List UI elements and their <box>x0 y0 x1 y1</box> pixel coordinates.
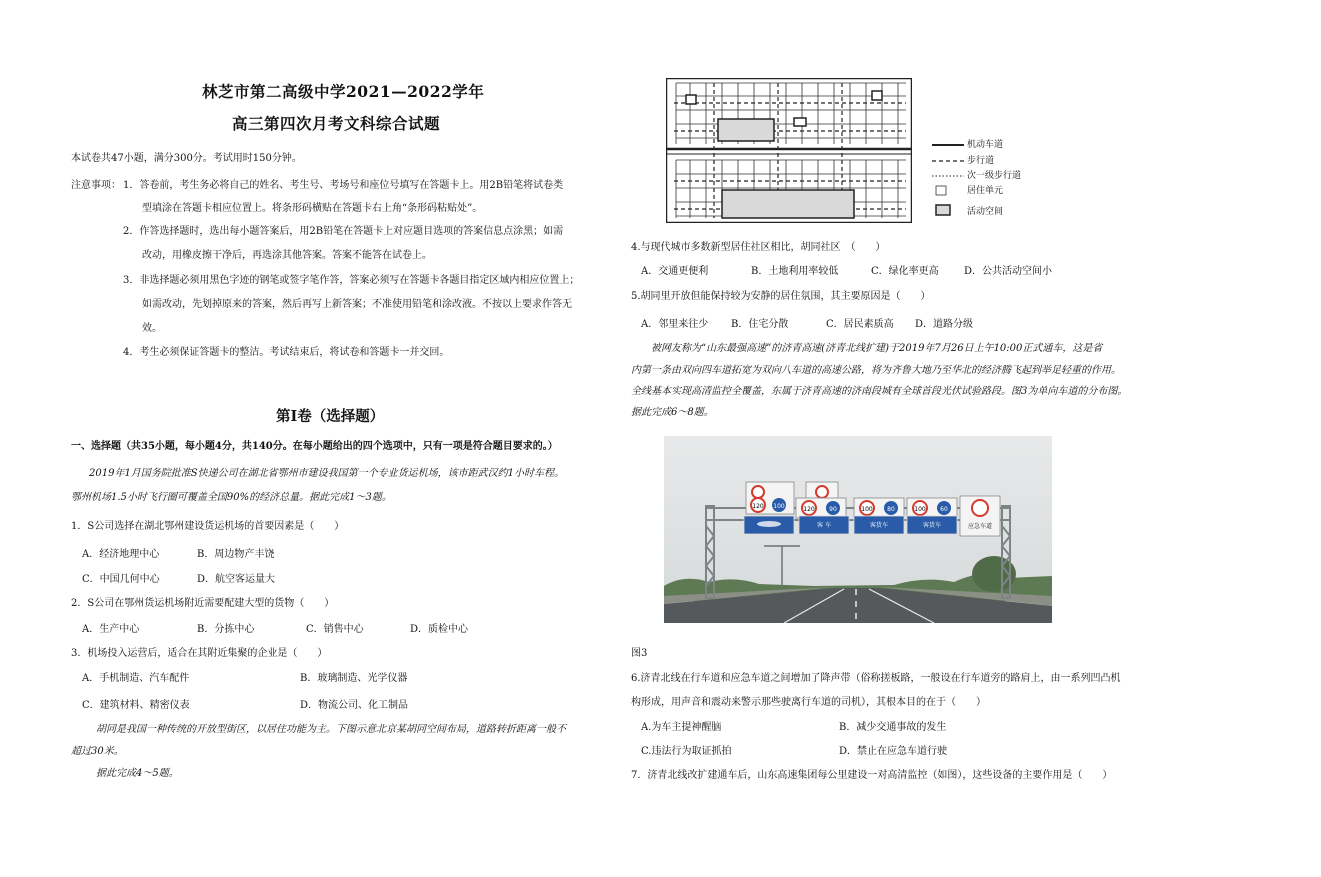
q2-option-d: D．质检中心 <box>410 624 469 635</box>
q4-option-a: A．交通更便利 <box>641 266 709 277</box>
legend-activity-label: 活动空间 <box>967 207 1004 217</box>
q3-option-b: B．玻璃制造、光学仪器 <box>300 673 408 684</box>
notes-label: 注意事项： <box>71 180 121 191</box>
q1-option-a: A．经济地理中心 <box>82 549 160 560</box>
exam-title-line2: 高三第四次月考文科综合试题 <box>232 114 441 133</box>
speed-limit-120-top: 120 <box>752 503 764 510</box>
legend-motorway-label: 机动车道 <box>967 140 1004 150</box>
note-2-line-b: 改动，用橡皮擦干净后，再选涂其他答案。答案不能答在试卷上。 <box>142 250 432 261</box>
q1-option-c: C．中国几何中心 <box>82 574 160 585</box>
note-3-line-c: 效。 <box>142 323 162 334</box>
passage2-line1: 胡同是我国一种传统的开放型街区，以居住功能为主。下图示意北京某胡同空间布局，道路转折距离一般不 <box>96 724 566 735</box>
q1-option-b: B．周边物产丰饶 <box>197 549 275 560</box>
note-3-line-a: 3．非选择题必须用黑色字迹的钢笔或签字笔作答，答案必须写在答题卡各题目指定区域内相应位置上； <box>123 275 580 286</box>
q4-option-c: C．绿化率更高 <box>871 266 939 277</box>
legend-walkway-label: 步行道 <box>967 156 995 166</box>
q6-option-d: D．禁止在应急车道行驶 <box>839 746 948 757</box>
legend-residence-label: 居住单元 <box>967 186 1004 196</box>
passage2-line2: 超过30米。 <box>71 746 124 757</box>
q7-stem: 7．济青北线改扩建通车后，山东高速集团每公里建设一对高清监控（如图），这些设备的主要作用是（ ） <box>631 770 1113 781</box>
note-2-line-a: 2．作答选择题时，选出每小题答案后，用2B铅笔在答题卡上对应题目选项的答案信息点涂黑；如需 <box>123 226 564 237</box>
exam-summary: 本试卷共47小题，满分300分。考试用时150分钟。 <box>71 153 302 164</box>
q5-option-a: A．邻里来往少 <box>641 319 709 330</box>
speed-limit-lane3: 100 <box>914 506 926 513</box>
q4-option-d: D．公共活动空间小 <box>964 266 1053 277</box>
q5-option-d: D．道路分级 <box>915 319 974 330</box>
map-legend-symbols <box>930 140 966 220</box>
q3-option-c: C．建筑材料、精密仪表 <box>82 700 190 711</box>
q6-option-c: C.违法行为取证抓拍 <box>641 746 732 757</box>
q1-option-d: D．航空客运量大 <box>197 574 276 585</box>
q2-option-b: B．分拣中心 <box>197 624 255 635</box>
q2-stem: 2．S公司在鄂州货运机场附近需要配建大型的货物（ ） <box>71 598 335 609</box>
passage1-line2: 鄂州机场1.5小时飞行圈可覆盖全国90%的经济总量。据此完成1～3题。 <box>71 492 392 503</box>
passage3-line1: 被网友称为“山东最强高速”的济青高速(济青北线扩建)于2019年7月26日上午10:00正式通车，这是省 <box>651 343 1103 354</box>
part1-heading: 第Ⅰ卷（选择题） <box>276 408 385 425</box>
q6-stem-line-a: 6.济青北线在行车道和应急车道之间增加了降声带（俗称搓板路，一般设在行车道旁的路肩上，由一系列凹凸机 <box>631 673 1121 684</box>
speed-min-lane3: 60 <box>940 506 948 513</box>
q4-option-b: B．土地利用率较低 <box>751 266 839 277</box>
q5-option-c: C．居民素质高 <box>826 319 894 330</box>
lane-sign-passenger: 客 车 <box>817 522 831 529</box>
q6-stem-line-b: 构形成，用声音和震动来警示那些驶离行车道的司机），其根本目的在于（ ） <box>631 697 986 708</box>
lane-sign-mixed-1: 客货车 <box>869 522 889 529</box>
note-4: 4．考生必须保证答题卡的整洁。考试结束后，将试卷和答题卡一并交回。 <box>123 347 450 358</box>
q6-option-a: A.为车主提神醒脑 <box>641 722 722 733</box>
note-1-line-b: 型填涂在答题卡相应位置上。将条形码横贴在答题卡右上角“条形码粘贴处”。 <box>142 203 483 214</box>
q3-option-d: D．物流公司、化工制品 <box>300 700 409 711</box>
speed-limit-lane1: 120 <box>803 506 815 513</box>
speed-limit-lane2: 100 <box>861 506 873 513</box>
q5-stem: 5.胡同里开放但能保持较为安静的居住氛围，其主要原因是（ ） <box>631 291 931 302</box>
legend-sub-walkway-label: 次一级步行道 <box>967 171 1022 181</box>
q3-option-a: A．手机制造、汽车配件 <box>82 673 190 684</box>
speed-min-lane2: 80 <box>887 506 895 513</box>
speed-min-100-top: 100 <box>773 503 785 510</box>
passage2-line3: 据此完成4～5题。 <box>96 768 179 779</box>
emergency-lane-sign: 应急车道 <box>967 523 993 530</box>
lane-sign-mixed-2: 客货车 <box>922 522 942 529</box>
passage1-line1: 2019年1月国务院批准S快递公司在湖北省鄂州市建设我国第一个专业货运机场，该市距武汉约1小时车程。 <box>89 468 565 479</box>
note-1-line-a: 1．答卷前，考生务必将自己的姓名、考生号、考场号和座位号填写在答题卡上。用2B铅笔将试卷类 <box>123 180 564 191</box>
q4-stem: 4.与现代城市多数新型居住社区相比，胡同社区 （ ） <box>631 242 886 253</box>
figure-3-caption: 图3 <box>631 648 648 659</box>
speed-min-lane1: 90 <box>829 506 837 513</box>
highway-gantry-photo <box>664 436 1052 623</box>
q6-option-b: B．减少交通事故的发生 <box>839 722 947 733</box>
q5-option-b: B．住宅分散 <box>731 319 789 330</box>
q2-option-c: C．销售中心 <box>306 624 364 635</box>
q1-stem: 1．S公司选择在湖北鄂州建设货运机场的首要因素是（ ） <box>71 521 345 532</box>
q3-stem: 3．机场投入运营后，适合在其附近集聚的企业是（ ） <box>71 648 328 659</box>
passage3-line4: 据此完成6～8题。 <box>631 407 714 418</box>
note-3-line-b: 如需改动，先划掉原来的答案，然后再写上新答案；不准使用铅笔和涂改液。不按以上要求作答无 <box>142 299 572 310</box>
exam-title-line1: 林芝市第二高级中学2021—2022学年 <box>202 82 485 101</box>
q2-option-a: A．生产中心 <box>82 624 140 635</box>
hutong-layout-map <box>666 78 912 223</box>
part1-instruction: 一、选择题（共35小题，每小题4分，共140分。在每小题给出的四个选项中，只有一项是符合题目要求的。） <box>71 441 558 452</box>
passage3-line2: 内第一条由双向四车道拓宽为双向八车道的高速公路，将为齐鲁大地乃至华北的经济腾飞起到举足轻重的作用。 <box>631 365 1121 376</box>
passage3-line3: 全线基本实现高清监控全覆盖，东属于济青高速的济南段城有全球首段光伏试验路段。图3为单向车道的分布图。 <box>631 386 1128 397</box>
